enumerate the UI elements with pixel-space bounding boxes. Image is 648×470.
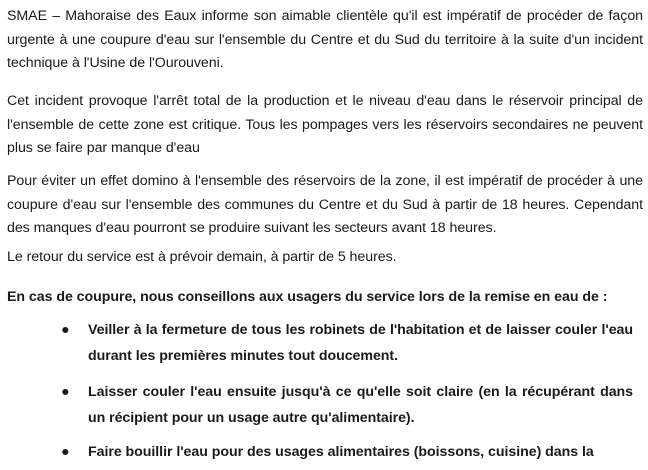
paragraph-cutoff: Pour éviter un effet domino à l'ensemble des réservoirs de la zone, il est impératif de procéder à une coupure d'eau sur l'ensemble des communes du Centre et du Sud à partir de 18 heures. Cependant des manques d'eau pourront se produire suivant les secteurs avant 18 heures. xyxy=(7,173,643,236)
list-item xyxy=(61,317,633,369)
bullet-icon: ● xyxy=(61,444,70,460)
advice-heading: En cas de coupure, nous conseillons aux usagers du service lors de la remise en eau de : xyxy=(7,289,608,305)
list-item xyxy=(61,379,633,431)
paragraph-intro: SMAE – Mahoraise des Eaux informe son aimable clientèle qu'il est impératif de procéder de façon urgente à une coupure d'eau sur l'ensemble du Centre et du Sud du territoire à la suite d'un incident technique à l'Usine de l'Ourouveni. xyxy=(7,8,643,71)
bullet-text: Veiller à la fermeture de tous les robinets de l'habitation et de laisser couler l'eau durant les premières minutes tout doucement. xyxy=(88,322,633,364)
bullet-icon: ● xyxy=(61,322,70,338)
paragraph-service-return: Le retour du service est à prévoir demain, à partir de 5 heures. xyxy=(7,249,397,265)
bullet-icon: ● xyxy=(61,384,70,400)
paragraph-incident: Cet incident provoque l'arrêt total de la production et le niveau d'eau dans le réservoir principal de l'ensemble de cette zone est critique. Tous les pompages vers les réservoirs secondaires ne peuvent plus se faire par manque d'eau xyxy=(7,93,643,156)
list-item xyxy=(61,439,633,465)
bullet-text: Faire bouillir l'eau pour des usages alimentaires (boissons, cuisine) dans la xyxy=(88,444,594,460)
bullet-text: Laisser couler l'eau ensuite jusqu'à ce qu'elle soit claire (en la récupérant dans un récipient pour un usage autre qu'alimentaire). xyxy=(88,384,633,426)
